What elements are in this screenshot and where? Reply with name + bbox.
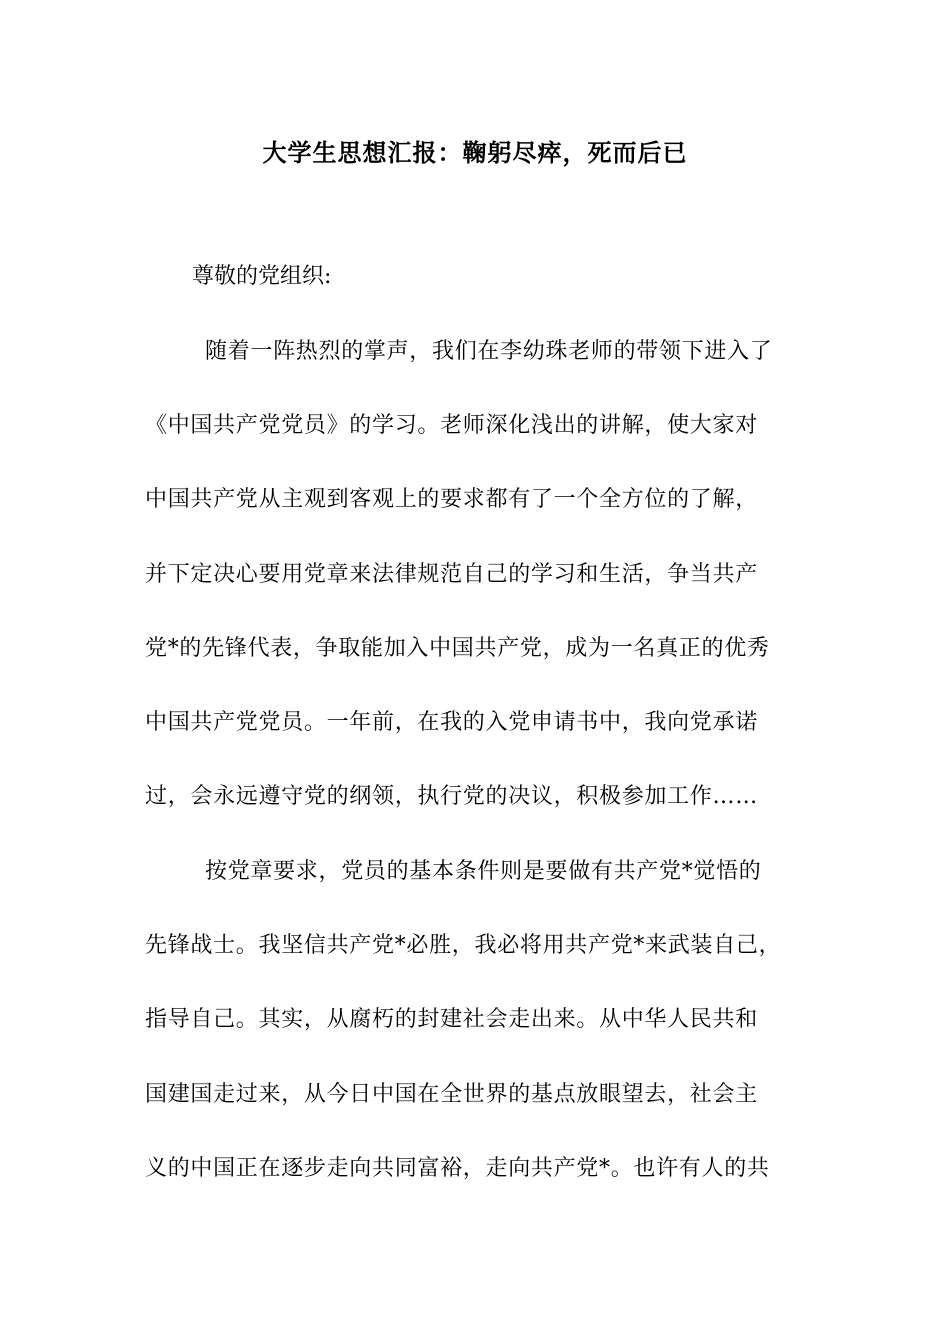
- salutation: 尊敬的党组织:: [192, 264, 332, 289]
- paragraph-line: 并下定决心要用党章来法律规范自己的学习和生活，争当共产: [145, 562, 758, 587]
- paragraph-line: 过，会永远遵守党的纲领，执行党的决议，积极参加工作……: [145, 784, 758, 809]
- paragraph-line: 按党章要求，党员的基本条件则是要做有共产党*觉悟的: [205, 859, 762, 884]
- paragraph-line: 国建国走过来，从今日中国在全世界的基点放眼望去，社会主: [145, 1082, 758, 1107]
- paragraph-line: 先锋战士。我坚信共产党*必胜，我必将用共产党*来武装自己，: [145, 933, 782, 958]
- paragraph-line: 中国共产党党员。一年前，在我的入党申请书中，我向党承诺: [145, 710, 758, 735]
- document-title: 大学生思想汇报：鞠躬尽瘁，死而后已: [262, 138, 688, 167]
- paragraph-line: 党*的先锋代表，争取能加入中国共产党，成为一名真正的优秀: [145, 636, 770, 661]
- paragraph-line: 义的中国正在逐步走向共同富裕，走向共产党*。也许有人的共: [145, 1156, 770, 1181]
- paragraph-line: 中国共产党从主观到客观上的要求都有了一个全方位的了解，: [145, 487, 758, 512]
- paragraph-line: 随着一阵热烈的掌声，我们在李幼珠老师的带领下进入了: [205, 339, 773, 364]
- paragraph-line: 指导自己。其实，从腐朽的封建社会走出来。从中华人民共和: [145, 1007, 758, 1032]
- paragraph-line: 《中国共产党党员》的学习。老师深化浅出的讲解，使大家对: [145, 413, 758, 438]
